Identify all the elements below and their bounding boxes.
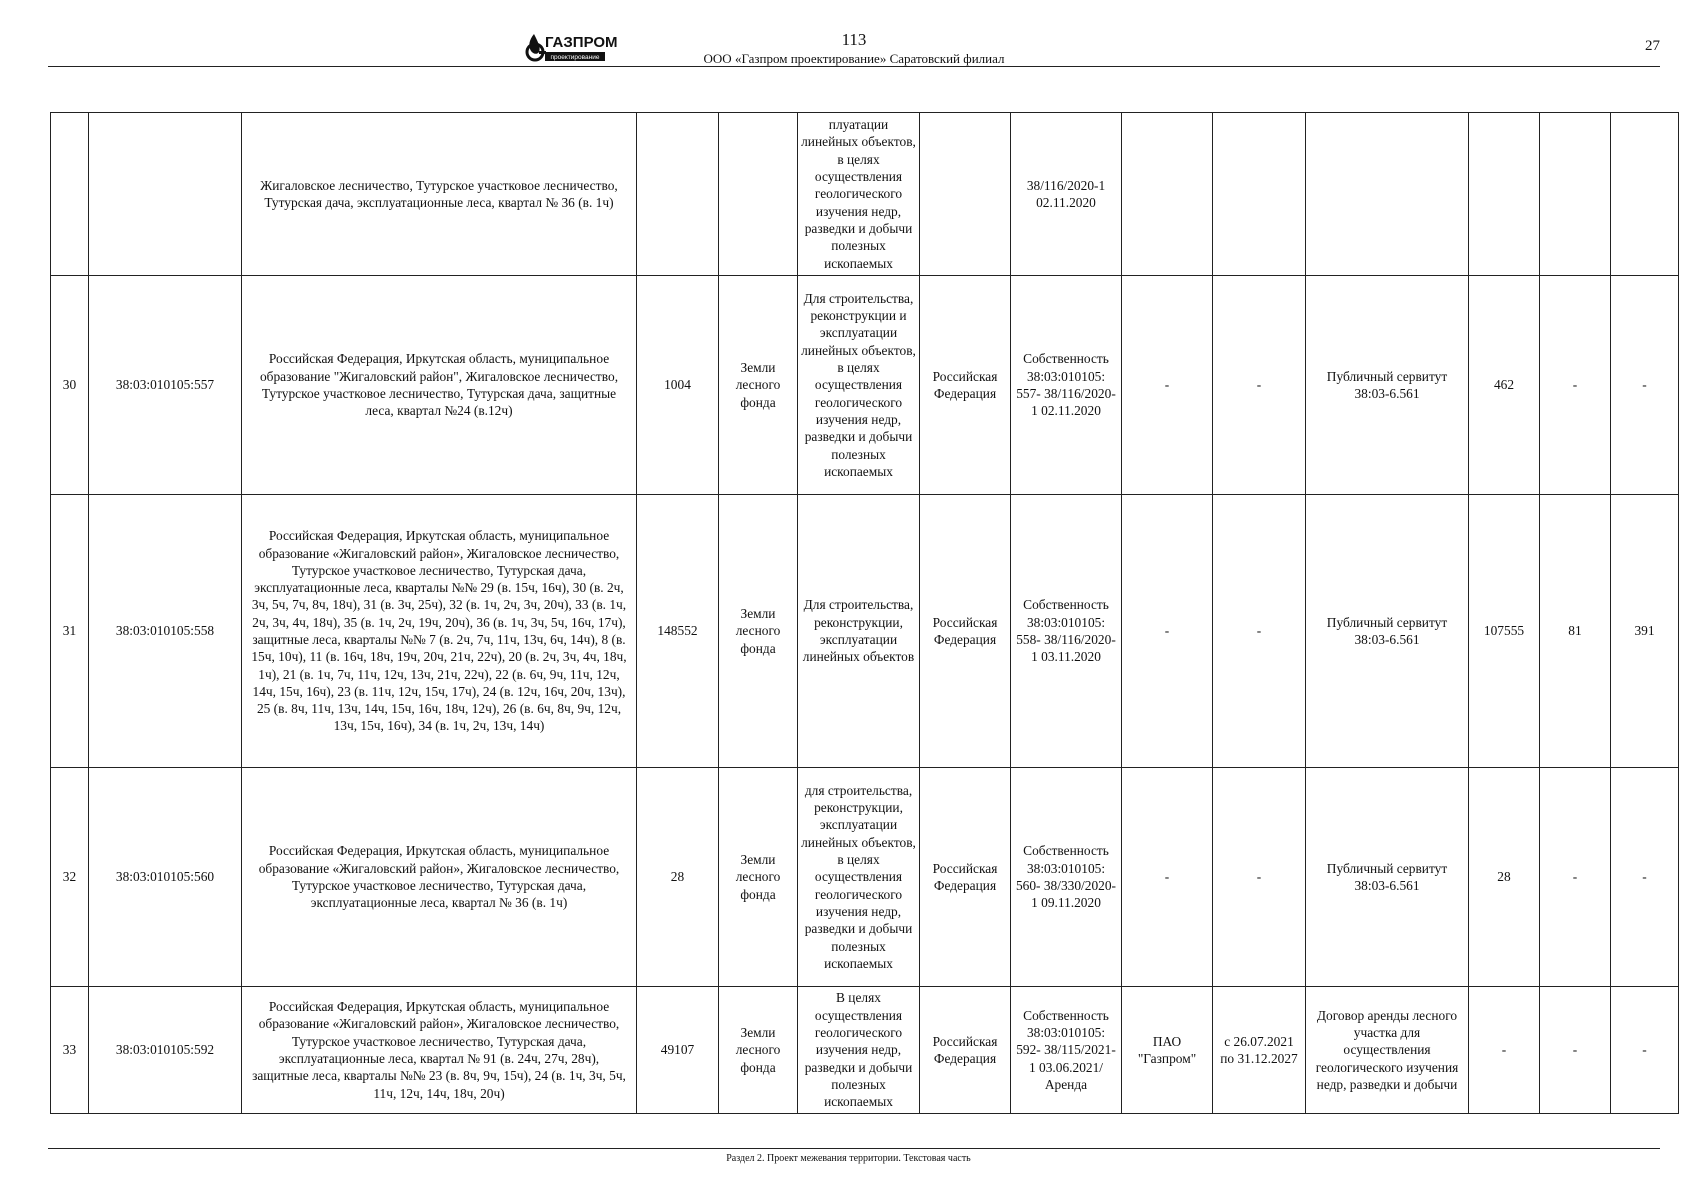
owner-cell: Российская Федерация: [920, 768, 1011, 987]
address-cell: Жигаловское лесничество, Тутурское участковое лесничество, Тутурская дача, эксплуатационные леса, квартал № 36 (в. 1ч): [242, 113, 637, 276]
permitted-use-cell: Для строительства, реконструкции и эксплуатации линейных объектов, в целях осуществления геологического изучения недр, разведки и добычи полезных ископаемых: [798, 276, 920, 495]
row-number-cell: 30: [51, 276, 89, 495]
period-cell: -: [1213, 276, 1306, 495]
row-number-cell: [51, 113, 89, 276]
value-cell-2: [1540, 113, 1611, 276]
land-plots-table: [50, 112, 1679, 1114]
permitted-use-cell: Для строительства, реконструкции, эксплуатации линейных объектов: [798, 495, 920, 768]
row-number-cell: 33: [51, 987, 89, 1114]
value-cell-3: -: [1611, 276, 1679, 495]
period-cell: -: [1213, 768, 1306, 987]
period-cell: с 26.07.2021 по 31.12.2027: [1213, 987, 1306, 1114]
value-cell-2: 81: [1540, 495, 1611, 768]
owner-cell: Российская Федерация: [920, 276, 1011, 495]
cadastral-number-cell: 38:03:010105:558: [89, 495, 242, 768]
table-row: [51, 276, 1679, 495]
logo-subtext: проектирование: [550, 54, 600, 61]
footer-divider: [48, 1148, 1660, 1149]
cadastral-number-cell: [89, 113, 242, 276]
value-cell-1: 107555: [1469, 495, 1540, 768]
value-cell-3: [1611, 113, 1679, 276]
value-cell-1: 462: [1469, 276, 1540, 495]
address-cell: Российская Федерация, Иркутская область, муниципальное образование «Жигаловский район», Жигаловское лесничество, Тутурское участковое лесничество, Тутурская дача, эксплуатационные леса, квартал № 36 (в. 1ч): [242, 768, 637, 987]
area-cell: 49107: [637, 987, 719, 1114]
period-cell: -: [1213, 495, 1306, 768]
holder-cell: -: [1122, 495, 1213, 768]
value-cell-3: -: [1611, 768, 1679, 987]
owner-cell: Российская Федерация: [920, 495, 1011, 768]
area-cell: 28: [637, 768, 719, 987]
period-cell: [1213, 113, 1306, 276]
area-cell: 1004: [637, 276, 719, 495]
table-row: [51, 495, 1679, 768]
encumbrance-cell: Публичный сервитут 38:03-6.561: [1306, 276, 1469, 495]
organization-name: ООО «Газпром проектирование» Саратовский филиал: [703, 51, 1005, 66]
cadastral-number-cell: 38:03:010105:592: [89, 987, 242, 1114]
encumbrance-cell: Публичный сервитут 38:03-6.561: [1306, 768, 1469, 987]
area-cell: [637, 113, 719, 276]
value-cell-2: -: [1540, 276, 1611, 495]
right-registration-cell: Собственность 38:03:010105: 558- 38/116/2020-1 03.11.2020: [1011, 495, 1122, 768]
value-cell-1: -: [1469, 987, 1540, 1114]
page-footer: Раздел 2. Проект межевания территории. Текстовая часть: [726, 1153, 971, 1164]
right-registration-cell: Собственность 38:03:010105: 592- 38/115/2021-1 03.06.2021/Аренда: [1011, 987, 1122, 1114]
right-registration-cell: Собственность 38:03:010105: 557- 38/116/2020-1 02.11.2020: [1011, 276, 1122, 495]
sheet-number: 27: [1645, 38, 1660, 54]
value-cell-3: 391: [1611, 495, 1679, 768]
land-category-cell: [719, 113, 798, 276]
row-number-cell: 31: [51, 495, 89, 768]
permitted-use-cell: В целях осуществления геологического изучения недр, разведки и добычи полезных ископаемых: [798, 987, 920, 1114]
table-row: [51, 768, 1679, 987]
land-category-cell: Земли лесного фонда: [719, 276, 798, 495]
permitted-use-cell: для строительства, реконструкции, эксплуатации линейных объектов, в целях осуществления геологического изучения недр, разведки и добычи полезных ископаемых: [798, 768, 920, 987]
address-cell: Российская Федерация, Иркутская область, муниципальное образование "Жигаловский район", Жигаловское лесничество, Тутурское участковое лесничество, Тутурская дача, защитные леса, квартал №24 (в.12ч): [242, 276, 637, 495]
address-cell: Российская Федерация, Иркутская область, муниципальное образование «Жигаловский район», Жигаловское лесничество, Тутурское участковое лесничество, Тутурская дача, эксплуатационные леса, квартал № 91 (в. 24ч, 27ч, 28ч), защитные леса, кварталы №№ 23 (в. 8ч, 9ч, 15ч), 24 (в. 1ч, 3ч, 5ч, 11ч, 12ч, 14ч, 18ч, 20ч): [242, 987, 637, 1114]
page-header: [48, 22, 1660, 66]
land-category-cell: Земли лесного фонда: [719, 495, 798, 768]
encumbrance-cell: Публичный сервитут 38:03-6.561: [1306, 495, 1469, 768]
land-category-cell: Земли лесного фонда: [719, 768, 798, 987]
logo-text: ГАЗПРОМ: [545, 34, 618, 51]
owner-cell: Российская Федерация: [920, 987, 1011, 1114]
encumbrance-cell: Договор аренды лесного участка для осуществления геологического изучения недр, разведки и добычи: [1306, 987, 1469, 1114]
right-registration-cell: Собственность 38:03:010105: 560- 38/330/2020-1 09.11.2020: [1011, 768, 1122, 987]
owner-cell: [920, 113, 1011, 276]
holder-cell: [1122, 113, 1213, 276]
land-category-cell: Земли лесного фонда: [719, 987, 798, 1114]
area-cell: 148552: [637, 495, 719, 768]
page-number: 113: [841, 30, 867, 49]
cadastral-number-cell: 38:03:010105:560: [89, 768, 242, 987]
holder-cell: ПАО "Газпром": [1122, 987, 1213, 1114]
value-cell-3: -: [1611, 987, 1679, 1114]
address-cell: Российская Федерация, Иркутская область, муниципальное образование «Жигаловский район», Жигаловское лесничество, Тутурское участковое лесничество, Тутурская дача, эксплуатационные леса, кварталы №№ 29 (в. 15ч, 16ч), 30 (в. 2ч, 3ч, 5ч, 7ч, 8ч, 18ч), 31 (в. 3ч, 25ч), 32 (в. 1ч, 2ч, 3ч, 20ч), 33 (в. 1ч, 2ч, 3ч, 4ч, 18ч), 35 (в. 1ч, 2ч, 19ч, 20ч), 36 (в. 1ч, 3ч, 5ч, 16ч, 17ч), защитные леса, кварталы №№ 7 (в. 2ч, 7ч, 11ч, 13ч, 6ч, 14ч), 8 (в. 15ч, 10ч), 11 (в. 16ч, 18ч, 19ч, 20ч, 21ч, 22ч), 20 (в. 2ч, 3ч, 4ч, 18ч, 1ч), 21 (в. 1ч, 7ч, 11ч, 12ч, 13ч, 21ч, 22ч), 22 (в. 6ч, 9ч, 11ч, 12ч, 14ч, 15ч, 16ч), 23 (в. 11ч, 12ч, 15ч, 17ч), 24 (в. 12ч, 16ч, 20ч, 13ч), 25 (в. 8ч, 11ч, 13ч, 14ч, 15ч, 16ч, 18ч, 12ч), 26 (в. 6ч, 8ч, 9ч, 12ч, 13ч, 15ч, 16ч), 34 (в. 1ч, 2ч, 13ч, 14ч): [242, 495, 637, 768]
value-cell-1: 28: [1469, 768, 1540, 987]
holder-cell: -: [1122, 768, 1213, 987]
permitted-use-cell: плуатации линейных объектов, в целях осуществления геологического изучения недр, разведки и добычи полезных ископаемых: [798, 113, 920, 276]
table-row: [51, 987, 1679, 1114]
holder-cell: -: [1122, 276, 1213, 495]
header-divider: [48, 66, 1660, 67]
value-cell-2: -: [1540, 768, 1611, 987]
table-row: [51, 113, 1679, 276]
cadastral-number-cell: 38:03:010105:557: [89, 276, 242, 495]
value-cell-1: [1469, 113, 1540, 276]
row-number-cell: 32: [51, 768, 89, 987]
encumbrance-cell: [1306, 113, 1469, 276]
value-cell-2: -: [1540, 987, 1611, 1114]
right-registration-cell: 38/116/2020-1 02.11.2020: [1011, 113, 1122, 276]
